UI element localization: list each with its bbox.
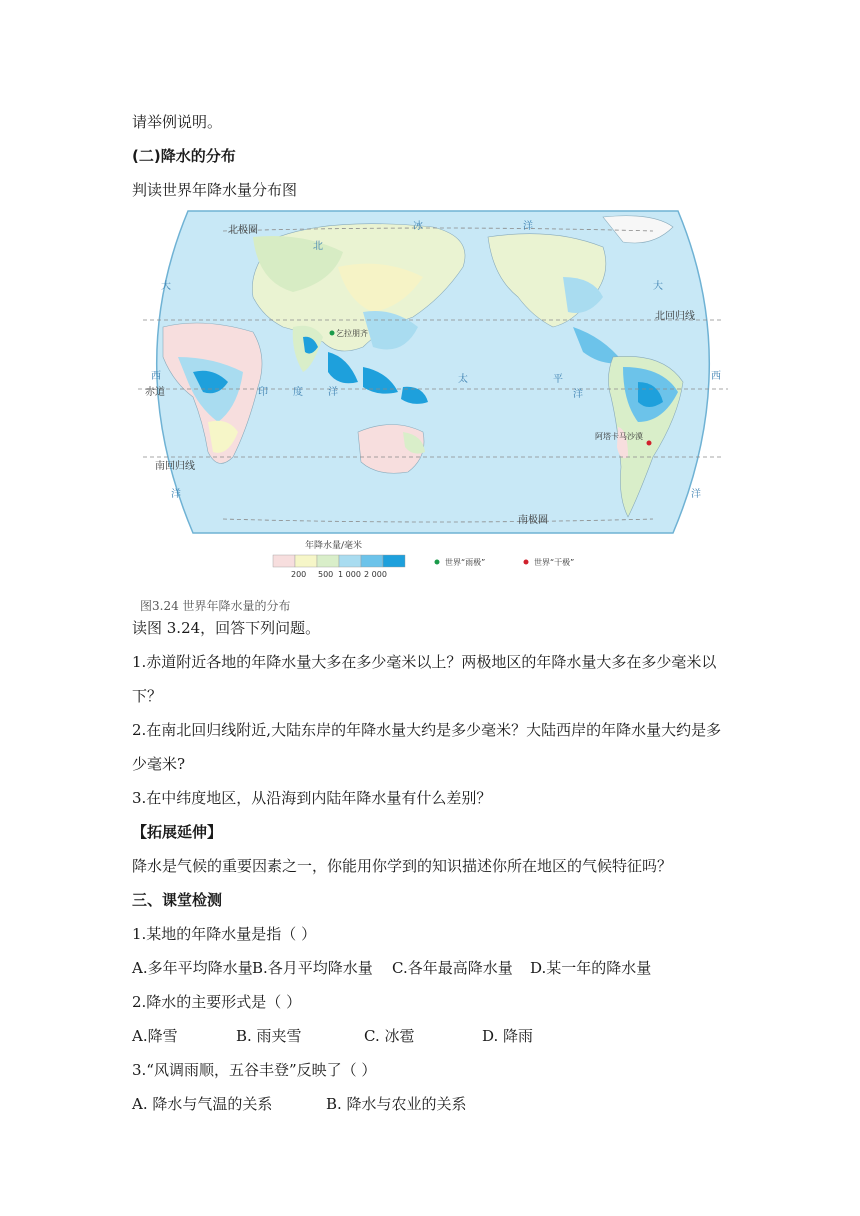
svg-text:洋: 洋 bbox=[523, 221, 533, 232]
question-3: 3.在中纬度地区，从沿海到内陆年降水量有什么差别？ bbox=[132, 789, 492, 807]
legend-swatch bbox=[339, 555, 361, 567]
wet-pole-legend-dot bbox=[435, 560, 440, 565]
extension-text: 降水是气候的重要因素之一，你能用你学到的知识描述你所在地区的气候特征吗？ bbox=[132, 857, 673, 875]
legend-swatch bbox=[317, 555, 339, 567]
check-q3: 3.“风调雨顺，五谷丰登”反映了（ ） bbox=[132, 1061, 377, 1079]
tropic-south-label: 南回归线 bbox=[155, 461, 195, 472]
svg-text:太: 太 bbox=[458, 374, 468, 385]
svg-text:平: 平 bbox=[553, 374, 563, 385]
svg-text:印: 印 bbox=[258, 387, 268, 398]
svg-text:冰: 冰 bbox=[413, 221, 423, 232]
q2-option-c[interactable]: C. 冰雹 bbox=[364, 1027, 415, 1045]
map-legend bbox=[273, 539, 574, 579]
question-2-line-1: 2.在南北回归线附近,大陆东岸的年降水量大约是多少毫米？大陆西岸的年降水量大约是多 bbox=[132, 721, 722, 739]
question-1-line-2: 下？ bbox=[132, 687, 163, 705]
svg-text:500: 500 bbox=[318, 570, 334, 579]
check-q3-options bbox=[132, 1094, 467, 1114]
q1-option-a[interactable]: A.多年平均降水量 bbox=[132, 959, 253, 977]
precipitation-map bbox=[133, 207, 733, 607]
check-q2: 2.降水的主要形式是（ ） bbox=[132, 993, 302, 1011]
svg-text:北: 北 bbox=[313, 241, 323, 252]
cherrapunji-marker bbox=[330, 331, 335, 336]
svg-text:1 000: 1 000 bbox=[338, 570, 361, 579]
svg-text:世界“雨极”: 世界“雨极” bbox=[445, 558, 486, 567]
q3-option-a[interactable]: A. 降水与气温的关系 bbox=[132, 1095, 273, 1113]
antarctic-circle-label: 南极圈 bbox=[518, 515, 548, 526]
question-1-line-1: 1.赤道附近各地的年降水量大多在多少毫米以上？两极地区的年降水量大多在多少毫米以 bbox=[132, 653, 717, 671]
equator-label: 赤道 bbox=[145, 387, 165, 398]
q1-option-b[interactable]: B.各月平均降水量 bbox=[252, 959, 373, 977]
check-title: 三、课堂检测 bbox=[132, 891, 223, 909]
intro-line: 请举例说明。 bbox=[132, 113, 223, 131]
task-line: 判读世界年降水量分布图 bbox=[132, 181, 298, 199]
q3-option-b[interactable]: B. 降水与农业的关系 bbox=[326, 1095, 467, 1113]
legend-swatch bbox=[383, 555, 405, 567]
arctic-circle-label: 北极圈 bbox=[228, 225, 258, 236]
extension-title: 【拓展延伸】 bbox=[132, 823, 223, 841]
reading-prompt: 读图 3.24，回答下列问题。 bbox=[132, 619, 321, 637]
section-title: (二)降水的分布 bbox=[132, 147, 236, 165]
q2-option-d[interactable]: D. 降雨 bbox=[482, 1027, 534, 1045]
atacama-marker bbox=[647, 441, 652, 446]
map-caption: 图3.24 世界年降水量的分布 bbox=[140, 599, 291, 613]
svg-text:洋: 洋 bbox=[573, 389, 583, 400]
q2-option-b[interactable]: B. 雨夹雪 bbox=[236, 1027, 302, 1045]
dry-pole-legend-dot bbox=[524, 560, 529, 565]
svg-text:西: 西 bbox=[711, 371, 721, 382]
check-q2-options bbox=[132, 1026, 533, 1046]
svg-text:洋: 洋 bbox=[328, 387, 338, 398]
check-q1-options bbox=[132, 958, 651, 978]
world-map-svg bbox=[133, 207, 733, 607]
svg-text:大: 大 bbox=[161, 281, 171, 292]
legend-title: 年降水量/毫米 bbox=[305, 541, 363, 551]
svg-text:大: 大 bbox=[653, 281, 663, 292]
q1-option-c[interactable]: C.各年最高降水量 bbox=[392, 959, 513, 977]
legend-swatch bbox=[361, 555, 383, 567]
svg-text:西: 西 bbox=[151, 371, 161, 382]
svg-text:世界“干极”: 世界“干极” bbox=[534, 558, 575, 567]
check-q1: 1.某地的年降水量是指（ ） bbox=[132, 925, 317, 943]
svg-text:2 000: 2 000 bbox=[364, 570, 387, 579]
atacama-label: 阿塔卡马沙漠 bbox=[595, 432, 643, 441]
svg-text:洋: 洋 bbox=[691, 489, 701, 500]
svg-text:洋: 洋 bbox=[171, 489, 181, 500]
legend-swatch bbox=[295, 555, 317, 567]
legend-swatch bbox=[273, 555, 295, 567]
cherrapunji-label: 乞拉朋齐 bbox=[336, 329, 368, 338]
q1-option-d[interactable]: D.某一年的降水量 bbox=[530, 959, 652, 977]
q2-option-a[interactable]: A.降雪 bbox=[132, 1027, 178, 1045]
svg-text:200: 200 bbox=[291, 570, 307, 579]
tropic-north-label: 北回归线 bbox=[655, 311, 695, 322]
svg-text:度: 度 bbox=[293, 387, 303, 398]
question-2-line-2: 少毫米? bbox=[132, 755, 186, 773]
